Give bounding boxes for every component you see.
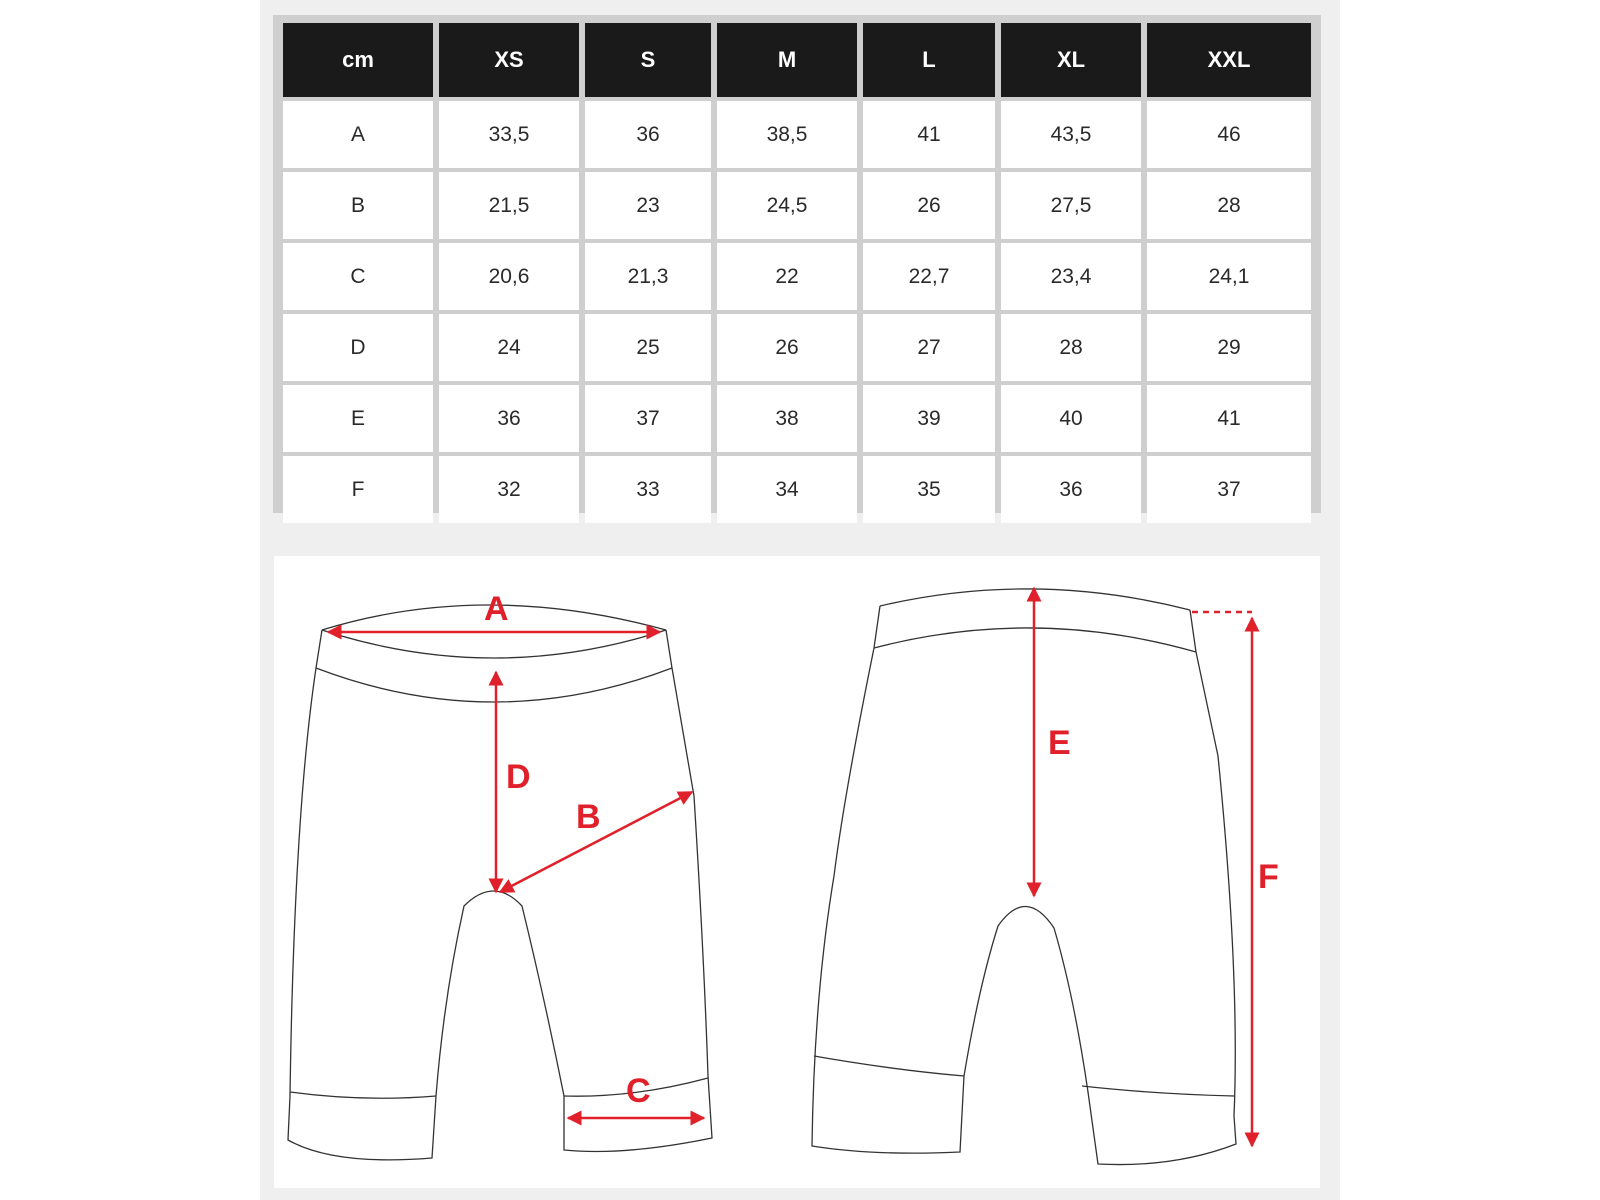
header-cell-l: L [863,23,995,97]
table-cell: 38 [717,385,857,452]
size-chart-table [277,19,1317,527]
table-cell: 38,5 [717,101,857,168]
table-cell: 41 [863,101,995,168]
table-cell: 20,6 [439,243,579,310]
table-row [283,172,1311,239]
table-cell: 32 [439,456,579,523]
shorts-diagram-svg [274,556,1320,1188]
row-label: B [283,172,433,239]
table-row [283,314,1311,381]
measurement-arrows [328,588,1252,1146]
table-cell: 36 [439,385,579,452]
label-b: B [576,798,601,836]
size-chart-table-container [273,15,1321,513]
table-cell: 23 [585,172,711,239]
table-cell: 22,7 [863,243,995,310]
measurement-diagram [274,556,1320,1188]
table-cell: 36 [585,101,711,168]
row-label: C [283,243,433,310]
row-label: A [283,101,433,168]
table-cell: 40 [1001,385,1141,452]
table-cell: 25 [585,314,711,381]
table-cell: 46 [1147,101,1311,168]
row-label: F [283,456,433,523]
label-c: C [626,1072,651,1110]
header-cell-m: M [717,23,857,97]
table-cell: 35 [863,456,995,523]
back-shorts-outline [812,589,1236,1165]
table-cell: 43,5 [1001,101,1141,168]
table-cell: 21,5 [439,172,579,239]
table-row [283,243,1311,310]
table-cell: 28 [1001,314,1141,381]
header-cell-unit: cm [283,23,433,97]
table-cell: 29 [1147,314,1311,381]
table-header-row [283,23,1311,97]
row-label: E [283,385,433,452]
table-cell: 37 [585,385,711,452]
table-cell: 24,1 [1147,243,1311,310]
table-cell: 23,4 [1001,243,1141,310]
table-cell: 22 [717,243,857,310]
table-cell: 33 [585,456,711,523]
table-row [283,385,1311,452]
table-cell: 39 [863,385,995,452]
header-cell-s: S [585,23,711,97]
table-cell: 27 [863,314,995,381]
table-cell: 33,5 [439,101,579,168]
table-cell: 24 [439,314,579,381]
table-cell: 36 [1001,456,1141,523]
label-a: A [484,590,509,628]
table-cell: 26 [717,314,857,381]
header-cell-xl: XL [1001,23,1141,97]
label-d: D [506,758,531,796]
table-row [283,456,1311,523]
table-cell: 37 [1147,456,1311,523]
table-cell: 24,5 [717,172,857,239]
label-e: E [1048,724,1071,762]
row-label: D [283,314,433,381]
table-row [283,101,1311,168]
table-cell: 21,3 [585,243,711,310]
table-cell: 28 [1147,172,1311,239]
table-cell: 27,5 [1001,172,1141,239]
label-f: F [1258,858,1279,896]
table-cell: 41 [1147,385,1311,452]
table-cell: 26 [863,172,995,239]
header-cell-xxl: XXL [1147,23,1311,97]
table-cell: 34 [717,456,857,523]
header-cell-xs: XS [439,23,579,97]
